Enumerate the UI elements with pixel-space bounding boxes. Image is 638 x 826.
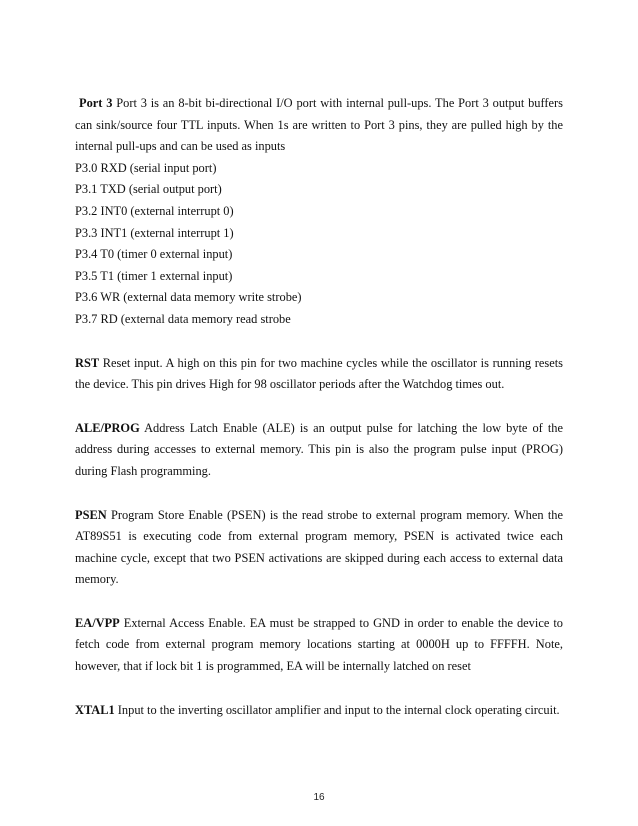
pin-item-p3-5: P3.5 T1 (timer 1 external input)	[75, 268, 233, 283]
rst-paragraph	[75, 353, 563, 396]
pin-item-p3-1: P3.1 TXD (serial output port)	[75, 182, 222, 197]
pin-item-p3-6: P3.6 WR (external data memory write strobe)	[75, 290, 302, 305]
page-content	[75, 93, 563, 721]
ale-term: ALE/PROG	[75, 420, 140, 435]
paragraph-spacer	[75, 678, 563, 700]
pin-item-p3-3: P3.3 INT1 (external interrupt 1)	[75, 225, 234, 240]
psen-term: PSEN	[75, 507, 107, 522]
pin-item-p3-0: P3.0 RXD (serial input port)	[75, 160, 217, 175]
page-number: 16	[313, 792, 325, 803]
ale-description: Address Latch Enable (ALE) is an output pulse for latching the low byte of the address during accesses to external memory. This pin is also the program pulse input (PROG) during Flash programming.	[75, 420, 563, 478]
rst-description: Reset input. A high on this pin for two machine cycles while the oscillator is running resets the device. This pin drives High for 98 oscillator periods after the Watchdog times out.	[75, 355, 563, 392]
port3-term: Port 3	[79, 96, 113, 110]
xtal1-description: Input to the inverting oscillator amplifier and input to the internal clock operating circuit.	[114, 702, 560, 717]
paragraph-spacer	[75, 396, 563, 418]
port3-description: Port 3 is an 8-bit bi-directional I/O port with internal pull-ups. The Port 3 output buffers can sink/source four TTL inputs. When 1s are written to Port 3 pins, they are pulled high by the internal pull-ups and can be used as inputs	[75, 96, 563, 154]
xtal1-paragraph	[75, 700, 563, 722]
psen-description: Program Store Enable (PSEN) is the read strobe to external program memory. When the AT89S51 is executing code from external program memory, PSEN is activated twice each machine cycle, except that two PSEN activations are skipped during each access to external data memory.	[75, 507, 563, 587]
pin-item-p3-2: P3.2 INT0 (external interrupt 0)	[75, 203, 234, 218]
xtal1-term: XTAL1	[75, 702, 115, 717]
eavpp-term: EA/VPP	[75, 615, 120, 630]
ale-paragraph	[75, 418, 563, 483]
port3-paragraph	[75, 93, 563, 158]
paragraph-spacer	[75, 591, 563, 613]
rst-term: RST	[75, 355, 100, 370]
port3-pin-list	[75, 158, 563, 331]
psen-paragraph	[75, 505, 563, 591]
pin-item-p3-7: P3.7 RD (external data memory read strobe	[75, 311, 291, 326]
paragraph-spacer	[75, 331, 563, 353]
eavpp-description: External Access Enable. EA must be strapped to GND in order to enable the device to fetch code from external program memory locations starting at 0000H up to FFFFH. Note, however, that if lock bit 1 is programmed, EA will be internally latched on reset	[75, 615, 563, 674]
pin-item-p3-4: P3.4 T0 (timer 0 external input)	[75, 247, 233, 262]
eavpp-paragraph	[75, 613, 563, 678]
paragraph-spacer	[75, 483, 563, 505]
